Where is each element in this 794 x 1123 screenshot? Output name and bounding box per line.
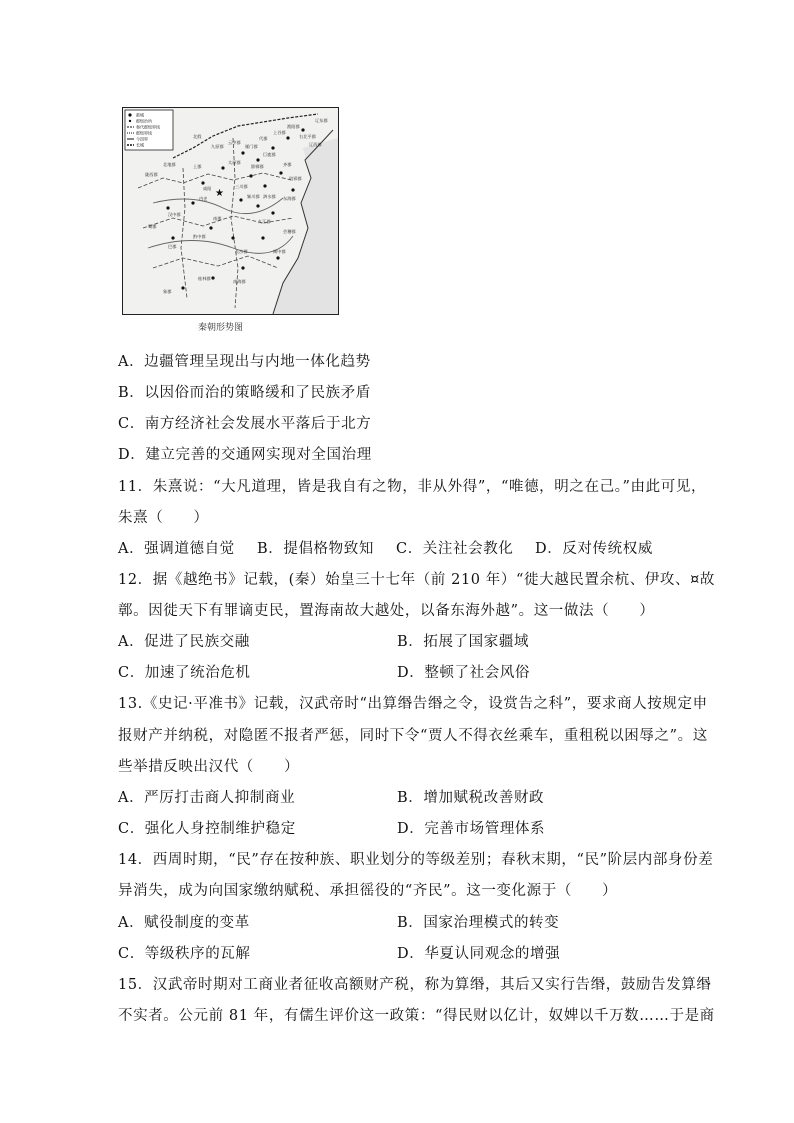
map-label: 北地郡 (163, 162, 176, 167)
q12-option-b[interactable]: B．拓展了国家疆域 (397, 634, 530, 650)
q14-option-b[interactable]: B．国家治理模式的转变 (397, 915, 560, 931)
legend-4: 今国界 (136, 136, 148, 142)
q13-option-d[interactable]: D．完善市场管理体系 (397, 821, 546, 837)
map-label: 渔阳郡 (287, 124, 300, 129)
q12-option-d[interactable]: D．整顿了社会风俗 (397, 665, 531, 681)
q10-option-b[interactable]: B．以因俗而治的策略缓和了民族矛盾 (118, 385, 371, 401)
map-label: 齐郡 (283, 162, 292, 167)
map-label: 上郡 (193, 164, 202, 169)
q14-option-d[interactable]: D．华夏认同观念的增强 (397, 946, 561, 962)
map-label: 邯郸郡 (251, 164, 264, 169)
map-label: 闽中郡 (273, 249, 286, 254)
map-label: 颍川郡 (247, 194, 260, 199)
map-label: 辽西郡 (309, 142, 322, 147)
map-label: 巨鹿郡 (263, 152, 276, 157)
legend-2: 秦代郡级界线 (136, 124, 160, 130)
q10-option-d[interactable]: D．建立完善的交通网实现对全国治理 (118, 447, 372, 463)
q15-stem-line-2: 不实者。公元前 81 年，有儒生评价这一政策：“得民财以亿计，奴婢以千万数……于是商 (118, 1008, 715, 1024)
q13-option-b[interactable]: B．增加赋税改善财政 (397, 790, 545, 806)
map-label: 象郡 (163, 289, 172, 294)
map-label: 长沙郡 (235, 249, 248, 254)
q14-option-a[interactable]: A．赋役制度的变革 (118, 915, 250, 931)
map-label: 陇西郡 (145, 172, 158, 177)
q13-stem-line-2: 报财产并纳税，对隐匿不报者严惩，同时下令“贾人不得衣丝乘车，重租税以困辱之”。这 (118, 728, 708, 744)
q11-option-c[interactable]: C．关注社会教化 (396, 541, 514, 557)
q13-stem-line-1: 13.《史记·平准书》记载，汉武帝时“出算缗告缗之令，设赏告之科”，要求商人按规定申 (118, 696, 708, 712)
q12-option-a[interactable]: A．促进了民族交融 (118, 634, 250, 650)
q11-stem-line-2: 朱熹（ ） (118, 510, 209, 526)
map-label: 南海郡 (233, 279, 246, 284)
q10-option-a[interactable]: A．边疆管理呈现出与内地一体化趋势 (118, 354, 371, 370)
q14-option-c[interactable]: C．等级秩序的瓦解 (118, 946, 251, 962)
map-label: 咸阳 (203, 186, 212, 191)
q14-stem-line-1: 14．西周时期，“民”存在按种族、职业划分的等级差别；春秋末期，“民”阶层内部身份差 (118, 852, 714, 868)
legend-1: 郡级治所 (136, 118, 152, 124)
map-label: 桂林郡 (198, 276, 211, 281)
map-label: 巴郡 (168, 244, 177, 249)
map-label: 汉中郡 (168, 212, 181, 217)
map-label: 南郡 (213, 216, 222, 221)
map-label: 蜀郡 (148, 224, 157, 229)
q14-stem-line-2: 异消失，成为向国家缴纳赋税、承担徭役的“齐民”。这一变化源于（ ） (118, 883, 618, 899)
q10-option-c[interactable]: C．南方经济社会发展水平落后于北方 (118, 416, 372, 432)
q11-stem-line-1: 11．朱熹说：“大凡道理，皆是我自有之物，非从外得”，“唯德，明之在己。”由此可见， (118, 479, 707, 495)
q12-stem-line-1: 12．据《越绝书》记载，(秦）始皇三十七年（前 210 年）“徙大越民置余杭、伊攻、¤故 (118, 572, 716, 588)
map-label: 北假 (193, 134, 202, 139)
map-label: 九原郡 (211, 144, 224, 149)
q12-option-c[interactable]: C．加速了统治危机 (118, 665, 251, 681)
map-caption: 秦朝形势图 (198, 323, 244, 333)
map-label: 辽东郡 (315, 118, 328, 123)
map-label: 代郡 (259, 136, 268, 141)
svg-text:★: ★ (215, 188, 224, 199)
q12-stem-line-2: 鄣。因徙天下有罪谪吏民，置海南故大越处，以备东海外越”。这一做法（ ） (118, 603, 655, 619)
q11-option-d[interactable]: D．反对传统权威 (535, 541, 653, 557)
map-label: 会稽郡 (283, 229, 296, 234)
q13-stem-line-3: 些举措反映出汉代（ ） (118, 759, 300, 775)
map-label: 内史 (199, 196, 208, 201)
map-label: 云中郡 (228, 140, 241, 145)
q11-option-b[interactable]: B．提倡格物致知 (257, 541, 374, 557)
q15-stem-line-1: 15．汉武帝时期对工商业者征收高额财产税，称为算缗，其后又实行告缗，鼓励告发算缗 (118, 977, 712, 993)
map-label: 三川郡 (235, 184, 248, 189)
q11-option-a[interactable]: A．强调道德自觉 (118, 541, 235, 557)
legend-3: 郡级界线 (136, 130, 152, 136)
map-label: 右北平郡 (299, 134, 316, 139)
legend-0: 都城 (136, 112, 144, 118)
legend-5: 长城 (136, 142, 144, 148)
map-label: 雁门郡 (245, 144, 258, 149)
map-label: 东海郡 (283, 196, 296, 201)
map-label: 琅邪郡 (289, 176, 302, 181)
q13-option-c[interactable]: C．强化人身控制维护稳定 (118, 821, 296, 837)
map-label: 上谷郡 (273, 130, 286, 135)
qin-dynasty-map (122, 107, 339, 315)
map-label: 黔中郡 (193, 234, 206, 239)
map-label: 太原郡 (228, 160, 241, 165)
map-label: 泗水郡 (263, 194, 276, 199)
map-label: 九江郡 (258, 219, 271, 224)
q13-option-a[interactable]: A．严厉打击商人抑制商业 (118, 790, 296, 806)
q11-options (118, 540, 678, 558)
